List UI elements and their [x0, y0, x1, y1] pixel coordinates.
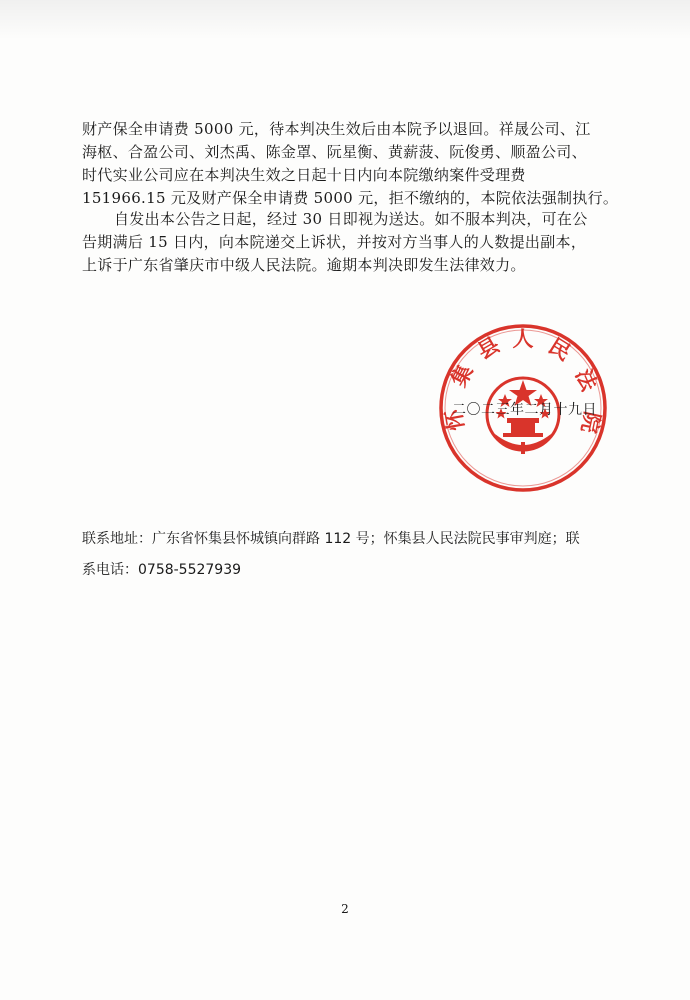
seal-char: 县	[473, 332, 504, 364]
contact-info	[82, 524, 622, 586]
judgment-paragraph-fees	[82, 118, 622, 210]
contact-phone-line: 系电话：0758-5527939	[82, 562, 242, 578]
text-line: 海枢、合盈公司、刘杰禹、陈金罩、阮星衡、黄薪菠、阮俊勇、顺盈公司、	[82, 143, 587, 161]
text-line: 自发出本公告之日起，经过 30 日即视为送达。如不服本判决，可在公	[114, 210, 588, 228]
text-line: 151966.15 元及财产保全申请费 5000 元，拒不缴纳的，本院依法强制执行。	[82, 189, 619, 207]
text-line: 时代实业公司应在本判决生效之日起十日内向本院缴纳案件受理费	[82, 166, 526, 184]
text-line: 财产保全申请费 5000 元，待本判决生效后由本院予以退回。祥晟公司、江	[82, 120, 591, 138]
scan-edge-shadow	[0, 0, 690, 40]
seal-char: 怀	[441, 407, 469, 433]
page-number: 2	[341, 902, 349, 916]
contact-address-line: 联系地址：广东省怀集县怀城镇向群路 112 号；怀集县人民法院民事审判庭；联	[82, 531, 580, 547]
text-line: 上诉于广东省肇庆市中级人民法院。逾期本判决即发生法律效力。	[82, 256, 526, 274]
judgment-paragraph-appeal	[82, 208, 622, 277]
seal-char: 集	[446, 360, 478, 391]
seal-char: 民	[544, 333, 575, 366]
seal-char: 法	[570, 365, 602, 395]
seal-char: 人	[512, 327, 534, 351]
judgment-date: 二〇二三年二月十九日	[452, 402, 597, 418]
seal-char: 院	[576, 409, 605, 436]
text-line: 告期满后 15 日内，向本院递交上诉状，并按对方当事人的人数提出副本，	[82, 233, 587, 251]
